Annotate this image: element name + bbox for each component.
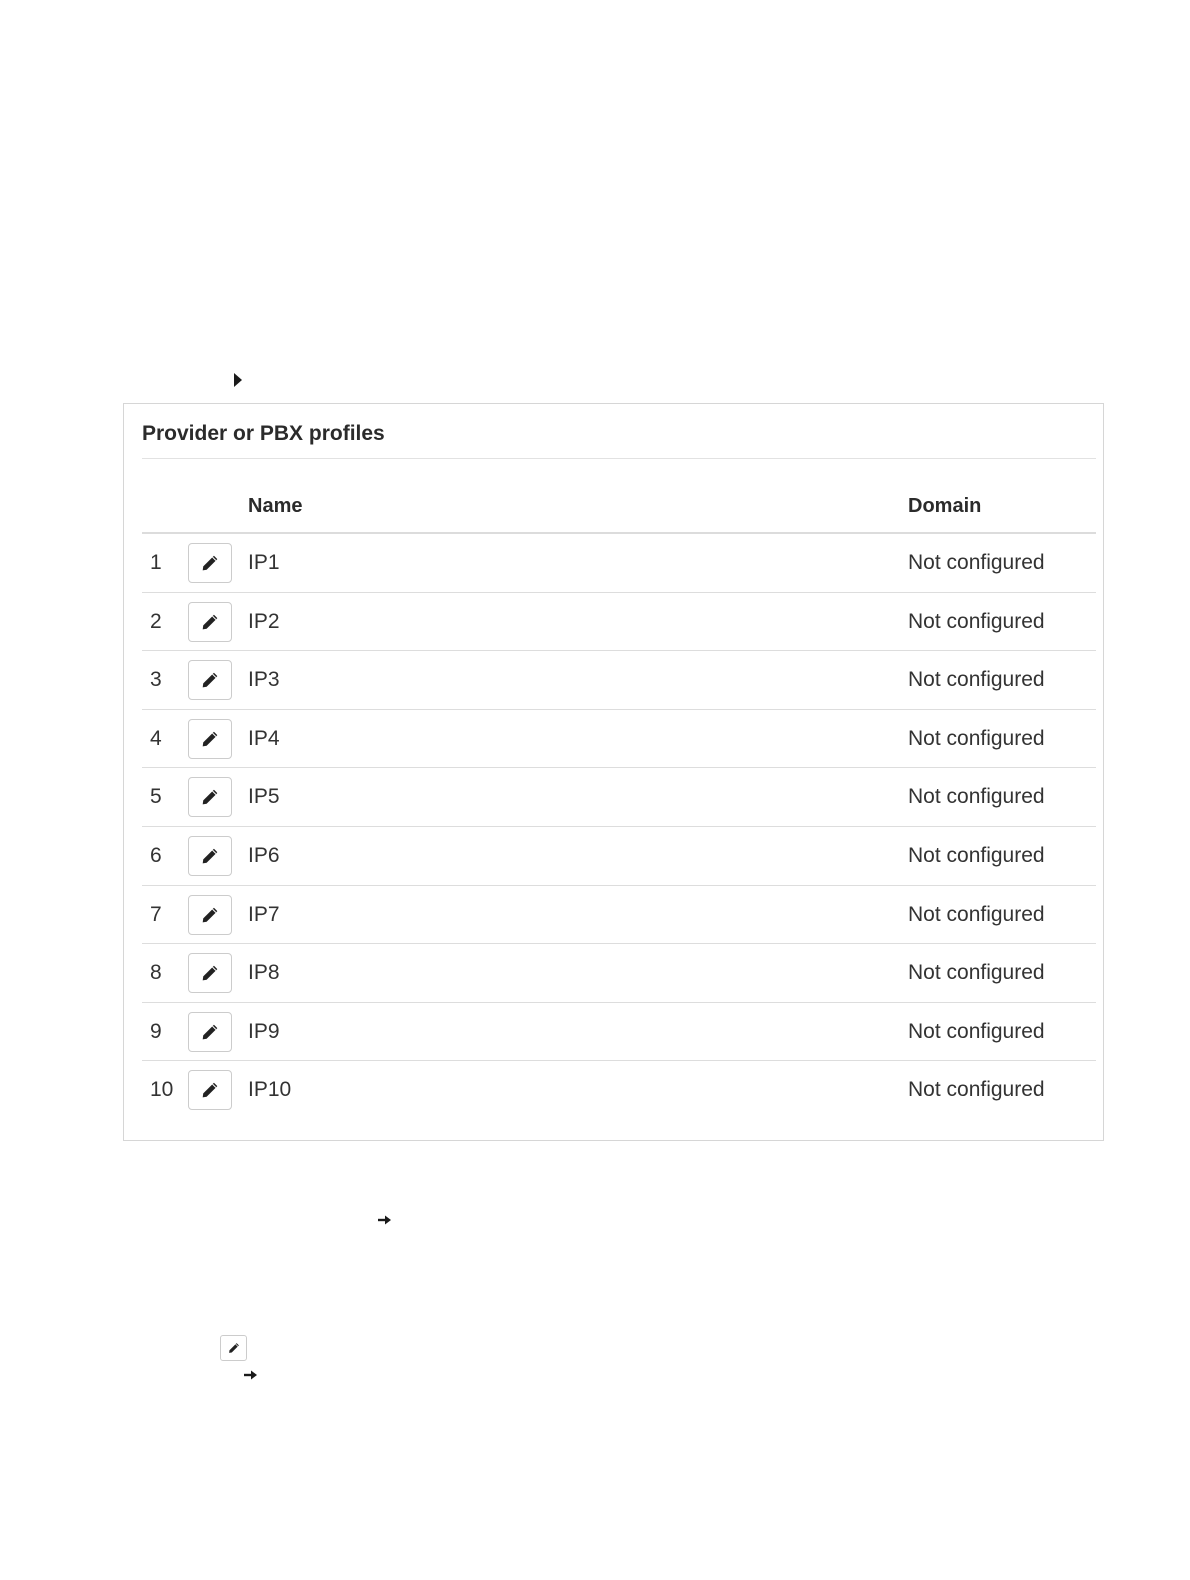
edit-button[interactable] [188, 953, 232, 993]
caret-right-icon[interactable] [234, 373, 242, 387]
pencil-icon [201, 671, 219, 689]
edit-button[interactable] [188, 836, 232, 876]
panel-title: Provider or PBX profiles [142, 422, 385, 445]
pencil-icon [201, 554, 219, 572]
pencil-icon [201, 613, 219, 631]
column-header-name: Name [248, 495, 303, 517]
profile-name: IP7 [248, 902, 280, 926]
pencil-icon [201, 964, 219, 982]
edit-button[interactable] [188, 1070, 232, 1110]
profile-name: IP8 [248, 961, 280, 985]
arrow-right-icon [377, 1214, 393, 1226]
row-index: 4 [150, 726, 162, 750]
profile-name: IP4 [248, 726, 280, 750]
row-index: 9 [150, 1019, 162, 1043]
profile-name: IP6 [248, 843, 280, 867]
pencil-icon [228, 1342, 240, 1354]
pencil-icon [201, 1023, 219, 1041]
profiles-table [142, 459, 1096, 1120]
table-row [142, 534, 1096, 593]
profile-domain: Not configured [908, 785, 1045, 809]
profile-name: IP10 [248, 1078, 292, 1102]
table-row [142, 886, 1096, 945]
provider-profiles-panel [123, 403, 1104, 1141]
arrow-right-icon [243, 1369, 259, 1381]
table-row [142, 651, 1096, 710]
row-index: 1 [150, 551, 162, 574]
column-header-domain: Domain [908, 495, 982, 517]
profile-name: IP5 [248, 785, 280, 809]
row-index: 3 [150, 668, 162, 692]
row-index: 10 [150, 1078, 174, 1102]
profile-name: IP3 [248, 668, 280, 692]
table-row [142, 768, 1096, 827]
table-header [142, 459, 1096, 534]
edit-button-icon-example [220, 1335, 247, 1361]
edit-button[interactable] [188, 895, 232, 935]
row-index: 5 [150, 785, 162, 809]
pencil-icon [201, 847, 219, 865]
edit-button[interactable] [188, 719, 232, 759]
profile-domain: Not configured [908, 961, 1045, 985]
edit-button[interactable] [188, 660, 232, 700]
profile-domain: Not configured [908, 668, 1045, 692]
profile-domain: Not configured [908, 1078, 1045, 1102]
row-index: 7 [150, 902, 162, 926]
profile-domain: Not configured [908, 902, 1045, 926]
profile-name: IP2 [248, 609, 280, 633]
row-index: 8 [150, 961, 162, 985]
table-row [142, 593, 1096, 652]
profile-domain: Not configured [908, 609, 1045, 633]
pencil-icon [201, 1081, 219, 1099]
profile-name: IP1 [248, 551, 280, 574]
profile-name: IP9 [248, 1019, 280, 1043]
edit-button[interactable] [188, 543, 232, 583]
pencil-icon [201, 730, 219, 748]
table-row [142, 1003, 1096, 1062]
table-row [142, 827, 1096, 886]
edit-button[interactable] [188, 777, 232, 817]
profile-domain: Not configured [908, 551, 1045, 574]
profile-domain: Not configured [908, 1019, 1045, 1043]
profile-domain: Not configured [908, 726, 1045, 750]
pencil-icon [201, 906, 219, 924]
edit-button[interactable] [188, 602, 232, 642]
edit-button[interactable] [188, 1012, 232, 1052]
pencil-icon [201, 788, 219, 806]
row-index: 2 [150, 609, 162, 633]
table-row [142, 710, 1096, 769]
row-index: 6 [150, 843, 162, 867]
table-row [142, 1061, 1096, 1120]
profile-domain: Not configured [908, 843, 1045, 867]
table-row [142, 944, 1096, 1003]
